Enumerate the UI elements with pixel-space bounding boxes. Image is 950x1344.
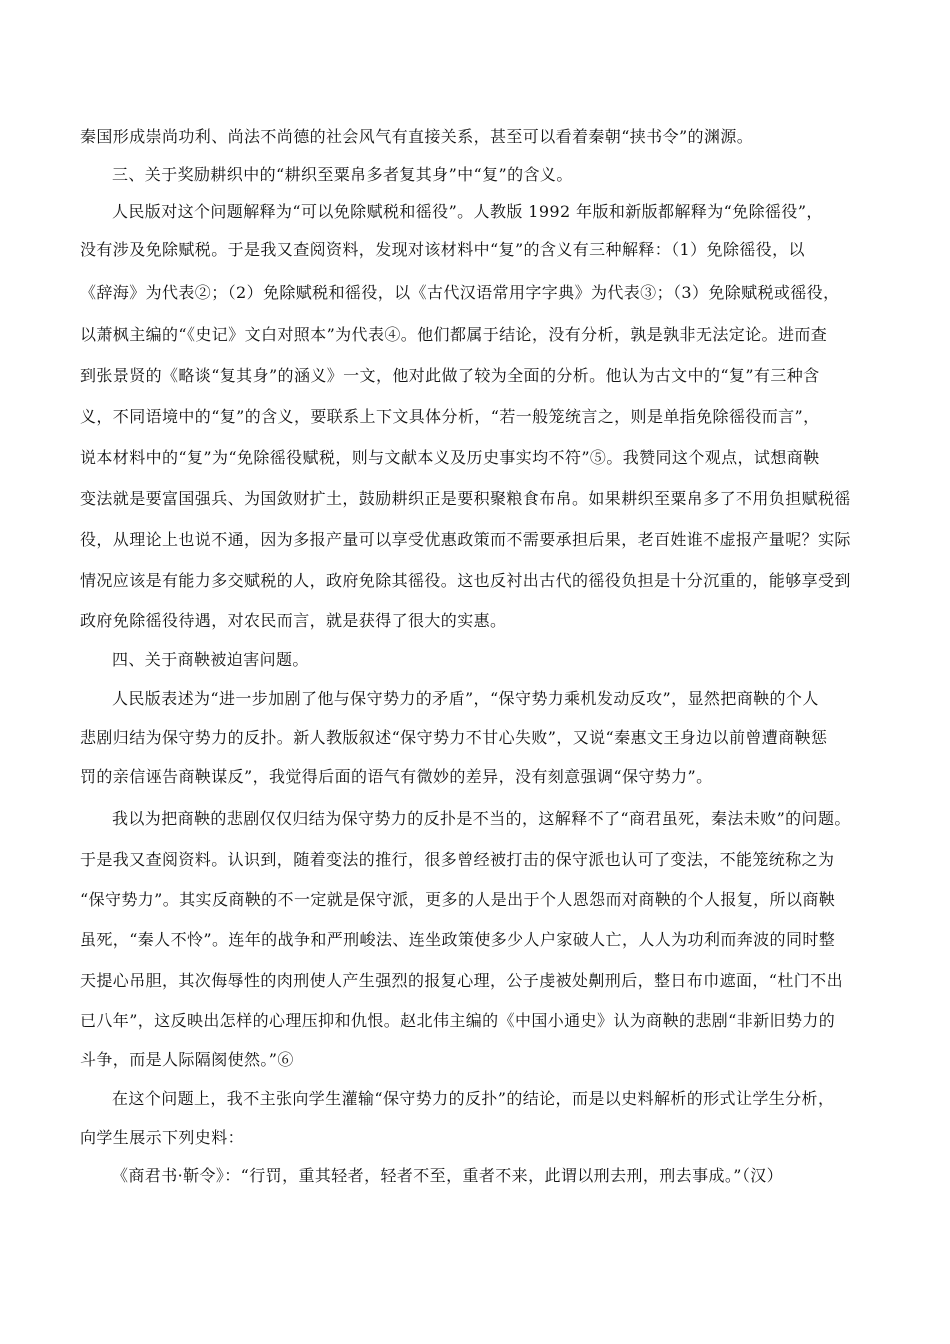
text-line: 义，不同语境中的“复”的含义，要联系上下文具体分析，“若一般笼统言之，则是单指免除徭役而言”， — [80, 407, 820, 426]
text-line: 没有涉及免除赋税。于是我又查阅资料，发现对该材料中“复”的含义有三种解释：（1）免除徭役，以 — [80, 240, 805, 259]
text-line: 政府免除徭役待遇，对农民而言，就是获得了很大的实惠。 — [80, 611, 507, 630]
section-heading: 三、关于奖励耕织中的“耕织至粟帛多者复其身”中“复”的含义。 — [112, 165, 573, 184]
text-line: 人民版表述为“进一步加剧了他与保守势力的矛盾”，“保守势力乘机发动反攻”，显然把商鞅的个人 — [112, 689, 819, 708]
text-line: 变法就是要富国强兵、为国敛财扩土，鼓励耕织正是要积聚粮食布帛。如果耕织至粟帛多了不用负担赋税徭 — [80, 489, 851, 508]
text-line: 以萧枫主编的“《史记》文白对照本”为代表④。他们都属于结论，没有分析，孰是孰非无法定论。进而查 — [80, 325, 828, 344]
text-line: 人民版对这个问题解释为“可以免除赋税和徭役”。人教版 1992 年版和新版都解释为“免除徭役”， — [112, 202, 823, 221]
text-line: 虽死，“秦人不怜”。连年的战争和严刑峻法、连坐政策使多少人户家破人亡，人人为功利而奔波的同时整 — [80, 930, 836, 949]
quote-line: 《商君书·靳令》：“行罚，重其轻者，轻者不至，重者不来，此谓以刑去刑，刑去事成。”（汉） — [112, 1166, 784, 1185]
text-line: 悲剧归结为保守势力的反扑。新人教版叙述“保守势力不甘心失败”，又说“秦惠文王身边以前曾遭商鞅惩 — [80, 728, 828, 747]
text-line: 在这个问题上，我不主张向学生灌输“保守势力的反扑”的结论，而是以史料解析的形式让学生分析， — [112, 1089, 835, 1108]
text-line: 役，从理论上也说不通，因为多报产量可以享受优惠政策而不需要承担后果，老百姓谁不虚报产量呢？实际 — [80, 530, 851, 549]
section-heading: 四、关于商鞅被迫害问题。 — [112, 650, 309, 669]
text-line: 向学生展示下列史料： — [80, 1128, 245, 1147]
text-line: 我以为把商鞅的悲剧仅仅归结为保守势力的反扑是不当的，这解释不了“商君虽死，秦法未败”的问题。 — [112, 809, 851, 828]
text-line: “保守势力”。其实反商鞅的不一定就是保守派，更多的人是出于个人恩怨而对商鞅的个人报复，所以商鞅 — [80, 890, 836, 909]
text-line: 《辞海》为代表②；（2）免除赋税和徭役，以《古代汉语常用字字典》为代表③；（3）免除赋税或徭役， — [80, 283, 840, 302]
text-line: 罚的亲信诬告商鞅谋反”，我觉得后面的语气有微妙的差异，没有刻意强调“保守势力”。 — [80, 767, 713, 786]
text-line: 于是我又查阅资料。认识到，随着变法的推行，很多曾经被打击的保守派也认可了变法，不能笼统称之为 — [80, 850, 835, 869]
text-line: 情况应该是有能力多交赋税的人，政府免除其徭役。这也反衬出古代的徭役负担是十分沉重的，能够享受到 — [80, 571, 851, 590]
text-line: 斗争，而是人际隔阂使然。”⑥ — [80, 1050, 294, 1069]
text-line: 秦国形成崇尚功利、尚法不尚德的社会风气有直接关系，甚至可以看着秦朝“挟书令”的渊源。 — [80, 127, 754, 146]
text-line: 已八年”，这反映出怎样的心理压抑和仇恨。赵北伟主编的《中国小通史》认为商鞅的悲剧“非新旧势力的 — [80, 1011, 836, 1030]
text-line: 说本材料中的“复”为“免除徭役赋税，则与文献本义及历史事实均不符”⑤。我赞同这个观点，试想商鞅 — [80, 448, 820, 467]
text-line: 到张景贤的《略谈“复其身”的涵义》一文，他对此做了较为全面的分析。他认为古文中的“复”有三种含 — [80, 366, 820, 385]
text-line: 天提心吊胆，其次侮辱性的肉刑使人产生强烈的报复心理，公子虔被处劓刑后，整日布巾遮面，“杜门不出 — [80, 971, 843, 990]
